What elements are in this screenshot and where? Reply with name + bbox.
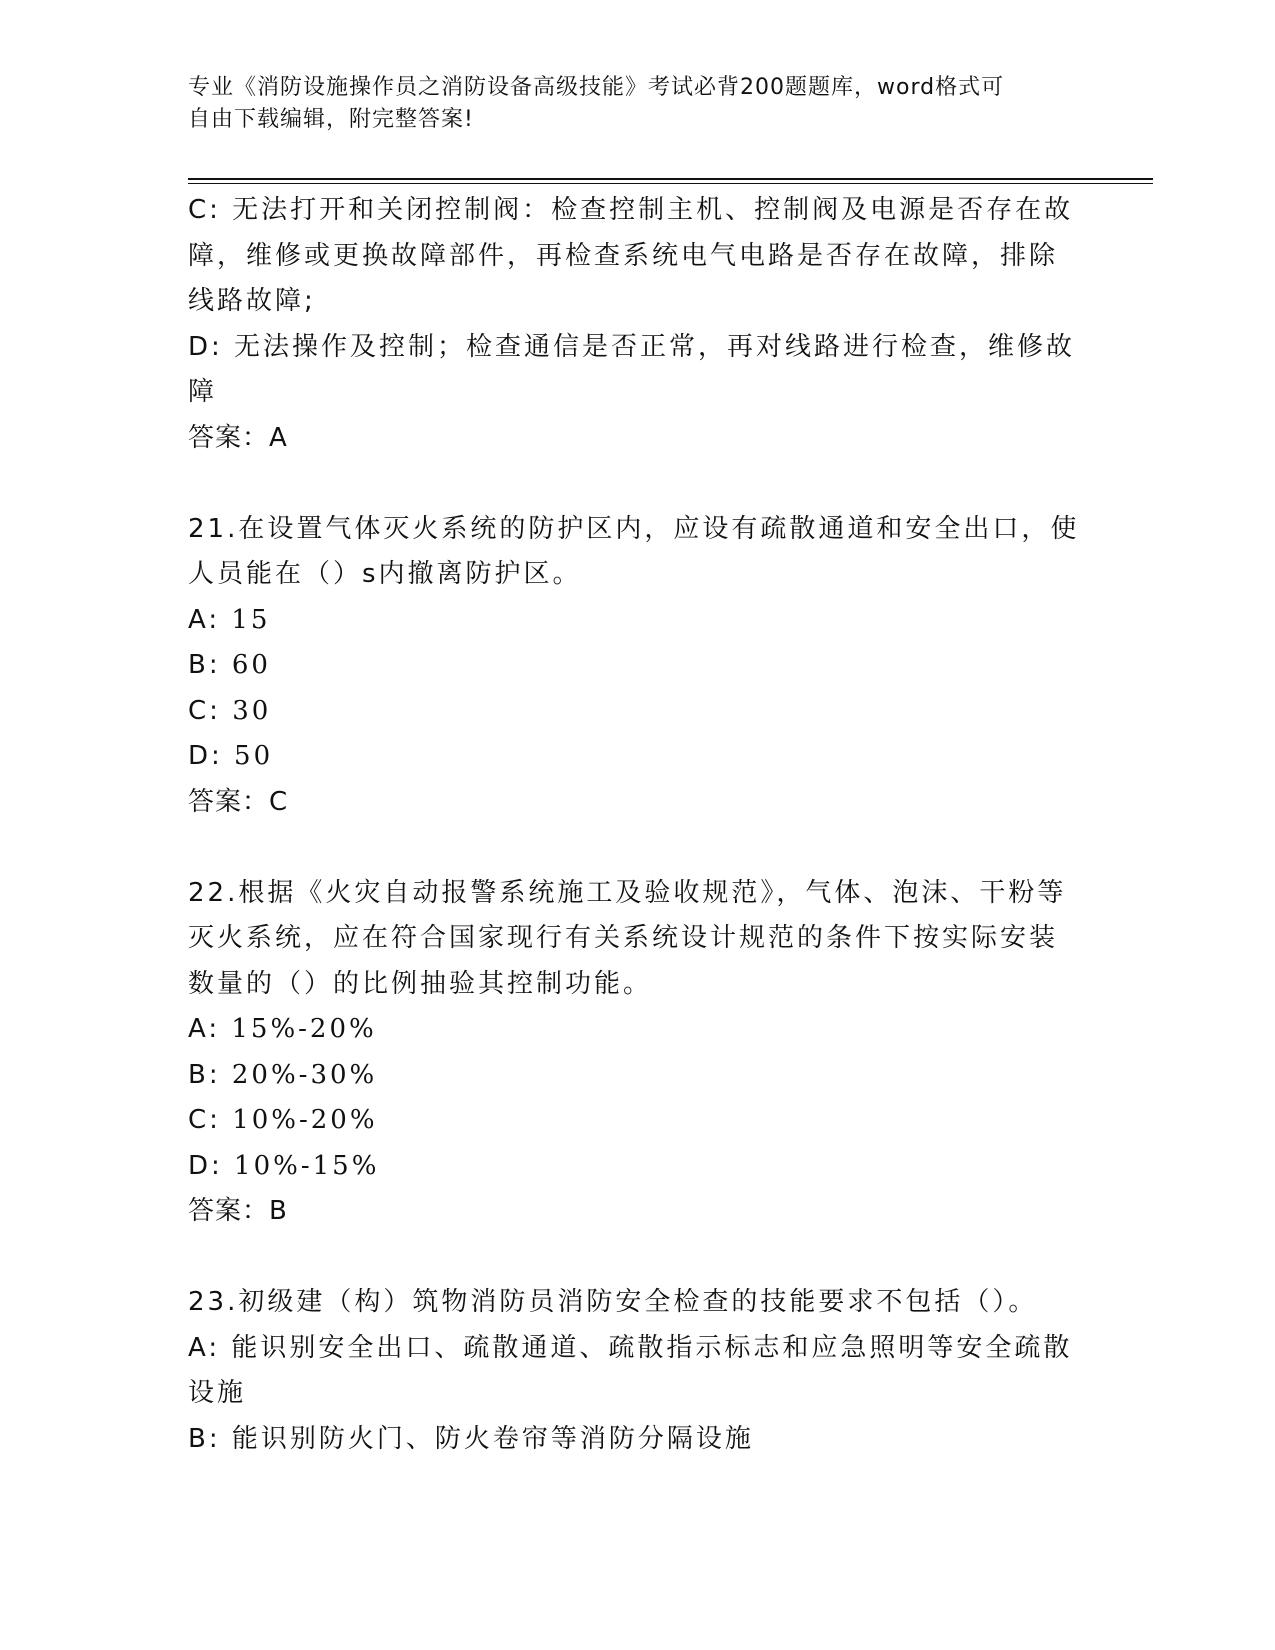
header-rule-thick <box>188 178 1153 180</box>
spacer <box>188 825 1088 871</box>
option-value: 15 <box>231 604 271 635</box>
question-stem-line: 22.根据《火灾自动报警系统施工及验收规范》，气体、泡沫、干粉等 <box>188 877 1067 908</box>
question-stem-line: 人员能在（）s内撤离防护区。 <box>188 559 582 589</box>
option-c <box>188 1098 1088 1144</box>
question-stem-line: 23.初级建（构）筑物消防员消防安全检查的技能要求不包括（）。 <box>188 1287 1038 1317</box>
option-a <box>188 1007 1088 1053</box>
option-value: 60 <box>231 650 271 680</box>
option-value: 15%-20% <box>231 1014 377 1044</box>
option-c-line-2: 障，维修或更换故障部件，再检查系统电气电路是否存在故障，排除 <box>188 240 1059 271</box>
header-line-1: 专业《消防设施操作员之消防设备高级技能》考试必背200题题库，word格式可 <box>188 75 1005 100</box>
option-d-line-2: 障 <box>188 377 218 407</box>
option-label: C: <box>188 1105 221 1135</box>
option-label: A: <box>188 1014 221 1044</box>
option-b-line-1: B: 能识别防火门、防火卷帘等消防分隔设施 <box>188 1423 754 1454</box>
question-stem-line: 灭火系统，应在符合国家现行有关系统设计规范的条件下按实际安装 <box>188 923 1059 953</box>
answer-line: 答案：B <box>188 1196 288 1226</box>
header-rule-thin <box>188 183 1153 184</box>
answer-line: 答案：A <box>188 422 288 453</box>
question-21 <box>188 507 1088 826</box>
option-b <box>188 643 1088 689</box>
option-value: 20%-30% <box>231 1059 378 1090</box>
spacer <box>188 461 1088 507</box>
spacer <box>188 1235 1088 1281</box>
option-label: A: <box>188 604 221 635</box>
option-d-line-1: D: 无法操作及控制；检查通信是否正常，再对线路进行检查，维修故 <box>188 331 1076 362</box>
question-23 <box>188 1280 1088 1462</box>
option-d <box>188 1144 1088 1190</box>
option-value: 10%-15% <box>234 1150 380 1181</box>
question-content <box>188 188 1088 1462</box>
question-22 <box>188 871 1088 1235</box>
option-a-line-2: 设施 <box>188 1378 247 1408</box>
option-c <box>188 689 1088 735</box>
prev-question <box>188 188 1088 461</box>
option-b <box>188 1053 1088 1099</box>
option-c-line-3: 线路故障; <box>188 286 316 316</box>
option-label: B: <box>188 650 221 680</box>
header-line-2: 自由下载编辑，附完整答案! <box>188 107 474 132</box>
option-label: C: <box>188 695 221 726</box>
option-d <box>188 734 1088 780</box>
answer-line: 答案：C <box>188 786 289 817</box>
option-label: B: <box>188 1059 221 1090</box>
option-label: D: <box>188 741 223 771</box>
question-stem-line: 21.在设置气体灭火系统的防护区内，应设有疏散通道和安全出口，使 <box>188 513 1080 544</box>
option-label: D: <box>188 1150 223 1181</box>
document-header <box>188 72 1088 136</box>
option-a-line-1: A: 能识别安全出口、疏散通道、疏散指示标志和应急照明等安全疏散 <box>188 1332 1073 1363</box>
option-value: 30 <box>232 695 272 726</box>
question-stem-line: 数量的（）的比例抽验其控制功能。 <box>188 968 653 999</box>
option-value: 50 <box>234 741 274 771</box>
option-value: 10%-20% <box>232 1105 378 1135</box>
option-a <box>188 598 1088 644</box>
option-c-line-1: C: 无法打开和关闭控制阀：检查控制主机、控制阀及电源是否存在故 <box>188 195 1074 225</box>
